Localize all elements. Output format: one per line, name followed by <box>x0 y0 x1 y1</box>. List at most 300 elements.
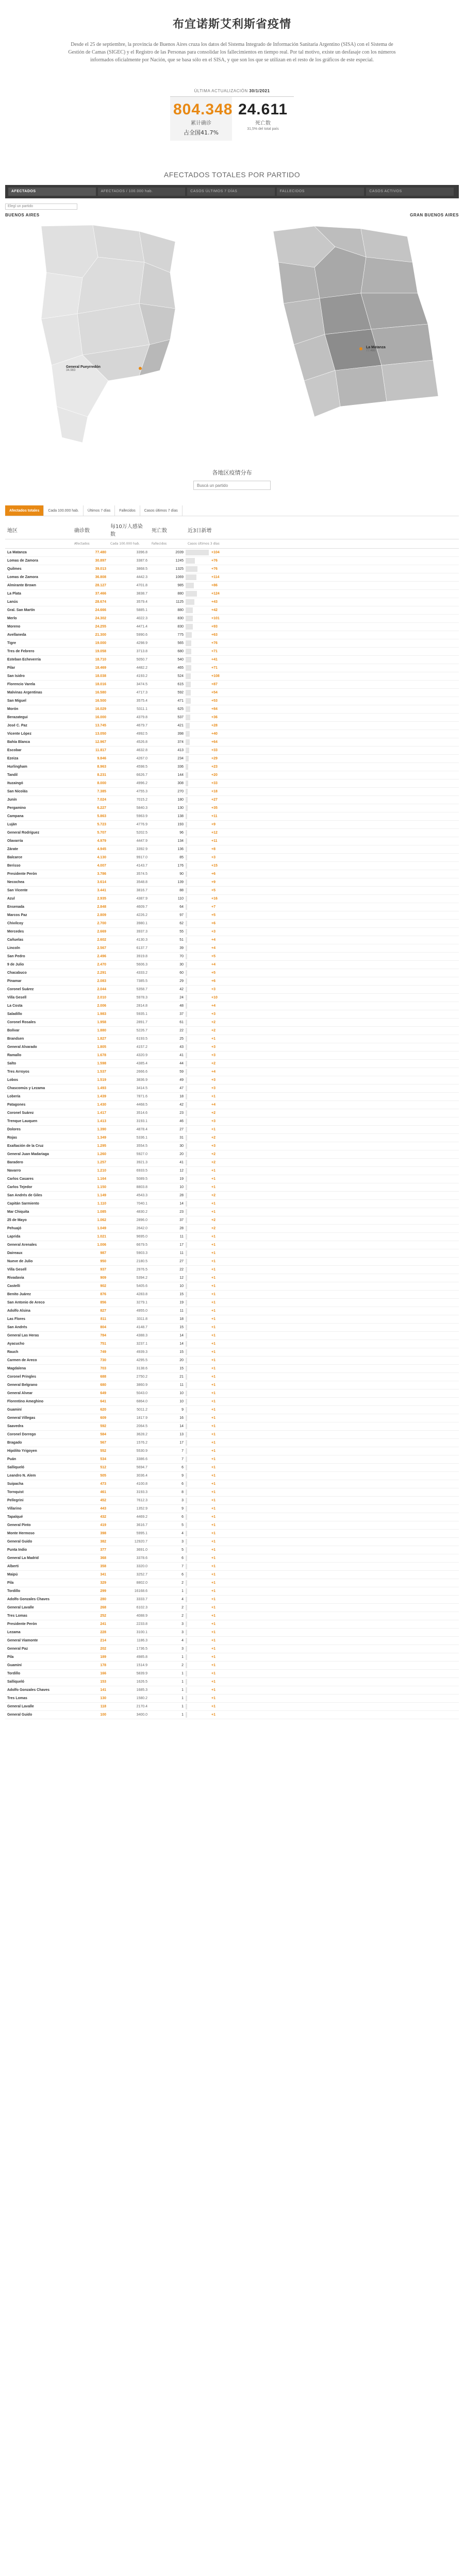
table-row[interactable] <box>5 1439 459 1447</box>
deaths-value: 30 <box>150 961 186 969</box>
table-row[interactable] <box>5 722 459 730</box>
tab-afectados[interactable]: AFECTADOS <box>8 188 96 196</box>
district-name: Moreno <box>5 623 72 631</box>
table-row[interactable] <box>5 829 459 837</box>
per-100k-value: 3400.0 <box>108 1711 150 1719</box>
district-name: Adolfo Gonzales Chaves <box>5 1596 72 1604</box>
pill-fallecidos[interactable]: Fallecidos <box>115 505 140 516</box>
table-row[interactable] <box>5 1225 459 1233</box>
gba-map <box>273 226 438 417</box>
district-name: Pinamar <box>5 977 72 986</box>
district-name: Saladillo <box>5 1010 72 1019</box>
cases-value: 16.000 <box>72 714 108 722</box>
district-name: Avellaneda <box>5 631 72 639</box>
table-row[interactable] <box>5 1513 459 1521</box>
deaths-value: 1069 <box>150 573 186 582</box>
table-row[interactable] <box>5 1233 459 1241</box>
recent-bar-cell <box>186 1414 459 1422</box>
district-name: Pila <box>5 1579 72 1587</box>
table-row[interactable] <box>5 1043 459 1052</box>
table-row[interactable] <box>5 977 459 986</box>
table-row[interactable] <box>5 1686 459 1694</box>
table-row[interactable] <box>5 1208 459 1216</box>
table-row[interactable] <box>5 1711 459 1719</box>
recent-bar-cell <box>186 862 459 870</box>
deaths-value: 680 <box>150 648 186 656</box>
recent-value: +6 <box>211 979 216 983</box>
table-row[interactable] <box>5 1521 459 1530</box>
cases-value: 2.470 <box>72 961 108 969</box>
recent-bar-cell <box>186 730 459 738</box>
table-row[interactable] <box>5 1455 459 1464</box>
table-row[interactable] <box>5 1192 459 1200</box>
recent-bar-cell <box>186 1010 459 1019</box>
table-row[interactable] <box>5 953 459 961</box>
table-row[interactable] <box>5 1604 459 1612</box>
table-row[interactable] <box>5 1274 459 1282</box>
table-row[interactable] <box>5 812 459 821</box>
table-row[interactable] <box>5 1464 459 1472</box>
table-row[interactable] <box>5 631 459 639</box>
cases-value: 377 <box>72 1546 108 1554</box>
table-row[interactable] <box>5 1480 459 1488</box>
table-row[interactable] <box>5 920 459 928</box>
marker-la-matanza <box>359 347 362 350</box>
table-row[interactable] <box>5 1348 459 1357</box>
district-name: La Costa <box>5 1002 72 1010</box>
table-row[interactable] <box>5 1422 459 1431</box>
per-100k-value: 3816.7 <box>108 887 150 895</box>
tab-fallecidos[interactable]: FALLECIDOS <box>277 188 364 196</box>
deaths-value: 64 <box>150 903 186 911</box>
recent-value: +1 <box>211 1540 216 1544</box>
table-row[interactable] <box>5 1258 459 1266</box>
table-row[interactable] <box>5 1662 459 1670</box>
table-row[interactable] <box>5 771 459 779</box>
table-row[interactable] <box>5 656 459 664</box>
col-header-recent[interactable]: 近3日新增 <box>186 520 459 539</box>
table-row[interactable] <box>5 1175 459 1183</box>
table-row[interactable] <box>5 565 459 573</box>
recent-bar-cell <box>186 615 459 623</box>
table-row[interactable] <box>5 1645 459 1653</box>
table-row[interactable] <box>5 1035 459 1043</box>
table-row[interactable] <box>5 1117 459 1126</box>
recent-value: +3 <box>211 1144 216 1148</box>
table-row[interactable] <box>5 730 459 738</box>
table-row[interactable] <box>5 689 459 697</box>
kpi-cases <box>170 97 232 141</box>
filter-pills <box>5 505 459 516</box>
table-row[interactable] <box>5 590 459 598</box>
table-row[interactable] <box>5 1134 459 1142</box>
search-input[interactable] <box>193 481 271 490</box>
recent-value: +16 <box>211 897 218 901</box>
table-row[interactable] <box>5 936 459 944</box>
table-row[interactable] <box>5 1167 459 1175</box>
table-row[interactable] <box>5 1571 459 1579</box>
recent-value: +1 <box>211 1606 216 1609</box>
gba-region-12 <box>371 324 433 365</box>
table-row[interactable] <box>5 1101 459 1109</box>
district-name: Tandil <box>5 771 72 779</box>
deaths-value: 13 <box>150 1431 186 1439</box>
table-row[interactable] <box>5 1579 459 1587</box>
recent-bar-cell <box>186 1035 459 1043</box>
recent-value: +1 <box>211 1631 216 1634</box>
table-row[interactable] <box>5 804 459 812</box>
cases-value: 7.385 <box>72 788 108 796</box>
recent-value: +1 <box>211 1128 216 1131</box>
per-100k-value: 3396.8 <box>108 549 150 557</box>
table-row[interactable] <box>5 1307 459 1315</box>
recent-bar-cell <box>186 639 459 648</box>
per-100k-value: 3980.1 <box>108 920 150 928</box>
table-row[interactable] <box>5 1398 459 1406</box>
table-row[interactable] <box>5 862 459 870</box>
per-100k-value: 4379.8 <box>108 714 150 722</box>
district-name: Campana <box>5 812 72 821</box>
table-row[interactable] <box>5 1472 459 1480</box>
table-row[interactable] <box>5 1414 459 1422</box>
district-name: San Pedro <box>5 953 72 961</box>
per-100k-value: 5011.2 <box>108 1406 150 1414</box>
table-row[interactable] <box>5 878 459 887</box>
table-row[interactable] <box>5 582 459 590</box>
recent-bar-cell <box>186 1282 459 1291</box>
per-100k-value: 4385.4 <box>108 1060 150 1068</box>
recent-value: +63 <box>211 633 218 637</box>
table-row[interactable] <box>5 1291 459 1299</box>
table-row[interactable] <box>5 788 459 796</box>
cases-value: 24.255 <box>72 623 108 631</box>
kpi-cases-label: 累计确诊 <box>191 121 211 126</box>
table-row[interactable] <box>5 1538 459 1546</box>
table-row[interactable] <box>5 903 459 911</box>
table-row[interactable] <box>5 1670 459 1678</box>
table-row[interactable] <box>5 1299 459 1307</box>
partido-select[interactable]: Elegí un partido <box>5 204 77 210</box>
table-row[interactable] <box>5 1637 459 1645</box>
per-100k-value: 4283.8 <box>108 1291 150 1299</box>
col-header-deaths[interactable]: 死亡数 <box>150 520 186 539</box>
cases-value: 2.083 <box>72 977 108 986</box>
table-row[interactable] <box>5 1694 459 1703</box>
table-row[interactable] <box>5 1389 459 1398</box>
cases-value: 1.210 <box>72 1167 108 1175</box>
tab-casos-activos[interactable]: CASOS ACTIVOS <box>366 188 454 196</box>
col-header-cases[interactable]: 确诊数 <box>72 520 108 539</box>
table-row[interactable] <box>5 1200 459 1208</box>
table-row[interactable] <box>5 1530 459 1538</box>
table-row[interactable] <box>5 639 459 648</box>
table-row[interactable] <box>5 1060 459 1068</box>
cases-value: 2.044 <box>72 986 108 994</box>
tab-last-7-days[interactable]: CASOS ÚLTIMOS 7 DÍAS <box>187 188 275 196</box>
table-row[interactable] <box>5 705 459 714</box>
recent-bar-cell <box>186 1101 459 1109</box>
recent-bar-cell <box>186 1340 459 1348</box>
cases-value: 118 <box>72 1703 108 1711</box>
table-row[interactable] <box>5 763 459 771</box>
table-row[interactable] <box>5 648 459 656</box>
recent-bar-cell <box>186 854 459 862</box>
table-row[interactable] <box>5 944 459 953</box>
recent-bar-cell <box>186 623 459 631</box>
cases-value: 19.000 <box>72 639 108 648</box>
recent-value: +28 <box>211 724 218 727</box>
recent-value: +2 <box>211 1218 216 1222</box>
recent-value: +6 <box>211 872 216 876</box>
cases-value: 268 <box>72 1604 108 1612</box>
table-row[interactable] <box>5 911 459 920</box>
table-row[interactable] <box>5 928 459 936</box>
cases-value: 5.863 <box>72 812 108 821</box>
recent-bar-cell <box>186 1596 459 1604</box>
table-row[interactable] <box>5 1142 459 1150</box>
table-row[interactable] <box>5 714 459 722</box>
recent-value: +1 <box>211 1449 216 1453</box>
recent-value: +1 <box>211 1573 216 1577</box>
deaths-value: 11 <box>150 1249 186 1258</box>
table-row[interactable] <box>5 1629 459 1637</box>
district-name: General La Madrid <box>5 1554 72 1563</box>
table-row[interactable] <box>5 1241 459 1249</box>
deaths-value: 8 <box>150 1488 186 1497</box>
table-row[interactable] <box>5 672 459 681</box>
per-100k-value: 3100.1 <box>108 1629 150 1637</box>
tab-per-100k[interactable]: AFECTADOS / 100.000 hab. <box>98 188 186 196</box>
table-row[interactable] <box>5 1620 459 1629</box>
table-row[interactable] <box>5 1431 459 1439</box>
per-100k-value: 7040.1 <box>108 1200 150 1208</box>
table-row[interactable] <box>5 796 459 804</box>
table-row[interactable] <box>5 1126 459 1134</box>
per-100k-value: 2666.6 <box>108 1068 150 1076</box>
cases-value: 166 <box>72 1670 108 1678</box>
recent-bar-cell <box>186 1019 459 1027</box>
table-row[interactable] <box>5 1266 459 1274</box>
table-row[interactable] <box>5 1068 459 1076</box>
pill-per-100k[interactable]: Cada 100.000 hab. <box>44 505 84 516</box>
table-row[interactable] <box>5 854 459 862</box>
recent-value: +3 <box>211 1078 216 1082</box>
per-100k-value: 6626.7 <box>108 771 150 779</box>
table-row[interactable] <box>5 1002 459 1010</box>
table-row[interactable] <box>5 1678 459 1686</box>
deaths-value: 11 <box>150 1307 186 1315</box>
per-100k-value: 2814.8 <box>108 1002 150 1010</box>
district-name: Bolívar <box>5 1027 72 1035</box>
table-row[interactable] <box>5 1324 459 1332</box>
district-name: Dolores <box>5 1126 72 1134</box>
per-100k-value: 3868.5 <box>108 565 150 573</box>
deaths-value: 5 <box>150 1521 186 1530</box>
table-row[interactable] <box>5 887 459 895</box>
table-row[interactable] <box>5 623 459 631</box>
table-row[interactable] <box>5 1587 459 1596</box>
table-row[interactable] <box>5 1497 459 1505</box>
deaths-value: 10 <box>150 1183 186 1192</box>
per-100k-value: 4148.7 <box>108 1324 150 1332</box>
deaths-value: 3 <box>150 1629 186 1637</box>
table-row[interactable] <box>5 1373 459 1381</box>
recent-value: +1 <box>211 1243 216 1247</box>
recent-bar-cell <box>186 1357 459 1365</box>
table-row[interactable] <box>5 1340 459 1348</box>
district-name: General Lavalle <box>5 1703 72 1711</box>
cases-value: 13.050 <box>72 730 108 738</box>
table-row[interactable] <box>5 1554 459 1563</box>
table-row[interactable] <box>5 606 459 615</box>
per-100k-value: 4776.9 <box>108 821 150 829</box>
table-row[interactable] <box>5 1076 459 1084</box>
recent-value: +1 <box>211 1523 216 1527</box>
recent-value: +53 <box>211 699 218 703</box>
district-name: General Guido <box>5 1538 72 1546</box>
recent-value: +87 <box>211 683 218 686</box>
table-row[interactable] <box>5 557 459 565</box>
table-row[interactable] <box>5 1315 459 1324</box>
per-100k-value: 3138.6 <box>108 1365 150 1373</box>
table-row[interactable] <box>5 664 459 672</box>
district-name: General Rodríguez <box>5 829 72 837</box>
table-row[interactable] <box>5 1365 459 1373</box>
cases-value: 584 <box>72 1431 108 1439</box>
table-row[interactable] <box>5 837 459 845</box>
recent-value: +4 <box>211 1004 216 1008</box>
per-100k-value: 6102.3 <box>108 1604 150 1612</box>
recent-value: +1 <box>211 1177 216 1181</box>
table-row[interactable] <box>5 1150 459 1159</box>
table-row[interactable] <box>5 1332 459 1340</box>
pill-last-7[interactable]: Últimos 7 días <box>84 505 115 516</box>
per-100k-value: 5043.0 <box>108 1389 150 1398</box>
kpi-block <box>0 89 464 141</box>
table-row[interactable] <box>5 1406 459 1414</box>
table-row[interactable] <box>5 755 459 763</box>
table-row[interactable] <box>5 1216 459 1225</box>
map-svg[interactable] <box>5 211 459 448</box>
per-100k-value: 2642.0 <box>108 1225 150 1233</box>
recent-value: +1 <box>211 1581 216 1585</box>
recent-bar-cell <box>186 1117 459 1126</box>
deaths-value: 20 <box>150 1150 186 1159</box>
table-row[interactable] <box>5 969 459 977</box>
table-row[interactable] <box>5 986 459 994</box>
pill-afectados[interactable]: Afectados totales <box>5 505 44 516</box>
table-row[interactable] <box>5 738 459 747</box>
recent-bar-cell <box>186 1381 459 1389</box>
recent-bar-cell <box>186 779 459 788</box>
deaths-value: 7 <box>150 1563 186 1571</box>
table-row[interactable] <box>5 1052 459 1060</box>
table-row[interactable] <box>5 1019 459 1027</box>
table-row[interactable] <box>5 1084 459 1093</box>
recent-value: +124 <box>211 592 220 596</box>
recent-value: +1 <box>211 1367 216 1370</box>
recent-bar-cell <box>186 1587 459 1596</box>
deaths-value: 5 <box>150 1546 186 1554</box>
table-row[interactable] <box>5 1505 459 1513</box>
table-row[interactable] <box>5 1447 459 1455</box>
table-row[interactable] <box>5 1093 459 1101</box>
deaths-value: 41 <box>150 1159 186 1167</box>
map-tag-pueyrredon-value: 34.983 <box>66 369 76 372</box>
recent-value: +43 <box>211 600 218 604</box>
table-row[interactable] <box>5 1596 459 1604</box>
cases-value: 4.945 <box>72 845 108 854</box>
table-row[interactable] <box>5 1703 459 1711</box>
table-row[interactable] <box>5 1653 459 1662</box>
table-row[interactable] <box>5 821 459 829</box>
kpi-row <box>170 96 294 141</box>
sub-header-cases: Afectados <box>72 539 108 549</box>
table-row[interactable] <box>5 1612 459 1620</box>
district-name: Escobar <box>5 747 72 755</box>
recent-bar-cell <box>186 1241 459 1249</box>
table-row[interactable] <box>5 615 459 623</box>
col-header-per-100k[interactable]: 每10万人感染数 <box>108 520 150 539</box>
cases-value: 299 <box>72 1587 108 1596</box>
per-100k-value: 6137.7 <box>108 944 150 953</box>
deaths-value: 21 <box>150 1373 186 1381</box>
recent-bar-cell <box>186 1249 459 1258</box>
deaths-value: 138 <box>150 812 186 821</box>
table-row[interactable] <box>5 1282 459 1291</box>
district-name: Villarino <box>5 1505 72 1513</box>
recent-value: +33 <box>211 749 218 752</box>
table-row[interactable] <box>5 779 459 788</box>
table-row[interactable] <box>5 681 459 689</box>
pill-casos-3[interactable]: Casos últimos 7 días <box>140 505 183 516</box>
table-row[interactable] <box>5 845 459 854</box>
deaths-value: 136 <box>150 845 186 854</box>
table-row[interactable] <box>5 598 459 606</box>
table-row[interactable] <box>5 573 459 582</box>
col-header-district[interactable]: 地区 <box>5 520 72 539</box>
table-row[interactable] <box>5 870 459 878</box>
recent-value: +1 <box>211 1474 216 1478</box>
table-row[interactable] <box>5 747 459 755</box>
table-row[interactable] <box>5 895 459 903</box>
district-name: Chivilcoy <box>5 920 72 928</box>
per-100k-value: 4226.2 <box>108 911 150 920</box>
table-row[interactable] <box>5 1357 459 1365</box>
table-row[interactable] <box>5 1159 459 1167</box>
table-row[interactable] <box>5 1183 459 1192</box>
recent-bar-cell <box>186 1076 459 1084</box>
table-row[interactable] <box>5 1488 459 1497</box>
table-row[interactable] <box>5 1027 459 1035</box>
table-row[interactable] <box>5 1381 459 1389</box>
table-row[interactable] <box>5 994 459 1002</box>
district-name: Laprida <box>5 1233 72 1241</box>
per-100k-value: 4679.7 <box>108 722 150 730</box>
table-row[interactable] <box>5 1109 459 1117</box>
table-row[interactable] <box>5 1546 459 1554</box>
district-name: Villa Gesell <box>5 994 72 1002</box>
table-row[interactable] <box>5 549 459 557</box>
recent-bar-cell <box>186 656 459 664</box>
table-row[interactable] <box>5 697 459 705</box>
table-row[interactable] <box>5 1010 459 1019</box>
table-row[interactable] <box>5 961 459 969</box>
district-name: Rauch <box>5 1348 72 1357</box>
table-row[interactable] <box>5 1249 459 1258</box>
table-row[interactable] <box>5 1563 459 1571</box>
recent-bar-cell <box>186 928 459 936</box>
